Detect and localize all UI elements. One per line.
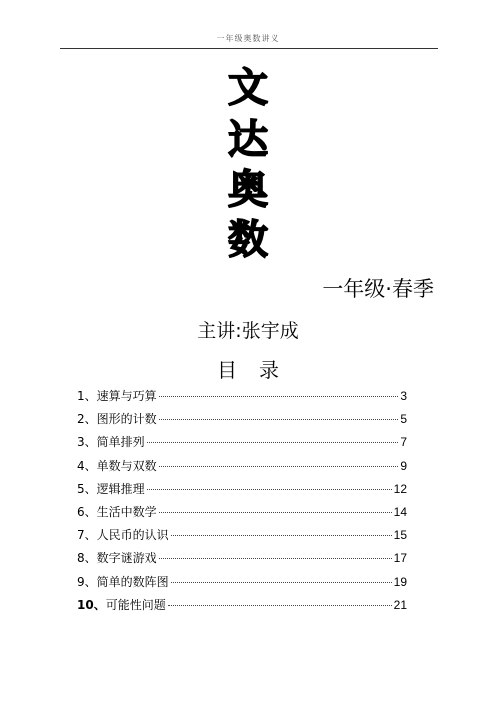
toc-leader-dots (168, 605, 392, 606)
header-rule (60, 48, 438, 49)
toc-item-label: 逻辑推理 (96, 481, 145, 496)
toc-item[interactable] (77, 527, 407, 550)
toc-item[interactable] (77, 481, 407, 504)
toc-item-label: 数字谜游戏 (96, 551, 157, 566)
toc-item-page: 12 (393, 481, 407, 496)
toc-item-page: 14 (393, 504, 407, 519)
toc-leader-dots (159, 512, 392, 513)
toc-title: 目录 (217, 358, 301, 382)
toc-item[interactable] (77, 597, 407, 620)
toc-item-number: 5、 (77, 481, 97, 496)
toc-item-page: 19 (393, 574, 407, 589)
toc-leader-dots (159, 466, 399, 467)
toc-item-page: 7 (400, 435, 407, 450)
toc-item-page: 9 (400, 458, 407, 473)
toc-item-page: 5 (400, 412, 407, 427)
lecturer: 主讲:张宇成 (197, 320, 299, 342)
grade-season: 一年级·春季 (322, 277, 434, 301)
table-of-contents (77, 388, 407, 620)
toc-leader-dots (159, 558, 392, 559)
toc-item-number: 1、 (77, 389, 97, 403)
toc-leader-dots (147, 489, 392, 490)
toc-leader-dots (147, 442, 399, 443)
toc-item[interactable] (77, 458, 407, 481)
toc-item-page: 3 (400, 389, 407, 403)
title-char-2: 达 (228, 117, 268, 163)
toc-item-label: 简单的数阵图 (96, 574, 169, 589)
toc-item[interactable] (77, 550, 407, 573)
page-header: 一年级奥数讲义 (216, 34, 280, 43)
toc-item-number: 6、 (77, 504, 97, 519)
toc-item-number: 10、 (77, 597, 106, 612)
toc-item-label: 简单排列 (96, 435, 145, 450)
toc-item[interactable] (77, 504, 407, 527)
title-char-3: 奥 (228, 167, 268, 213)
toc-item[interactable] (77, 411, 407, 434)
toc-item-page: 17 (393, 551, 407, 566)
toc-item[interactable] (77, 388, 407, 411)
toc-item-label: 单数与双数 (96, 458, 157, 473)
title-char-1: 文 (228, 65, 268, 111)
toc-item-page: 21 (393, 597, 407, 612)
toc-leader-dots (171, 535, 392, 536)
toc-item-label: 人民币的认识 (96, 528, 169, 543)
toc-item-label: 速算与巧算 (96, 389, 157, 403)
toc-item-label: 图形的计数 (96, 412, 157, 427)
toc-item[interactable] (77, 434, 407, 457)
toc-item-number: 2、 (77, 412, 97, 427)
title-char-4: 数 (228, 217, 268, 263)
toc-item-label: 生活中数学 (96, 504, 157, 519)
toc-item-label: 可能性问题 (105, 597, 166, 612)
toc-leader-dots (171, 582, 392, 583)
toc-leader-dots (159, 396, 399, 397)
toc-item-number: 7、 (77, 528, 97, 543)
toc-item-number: 3、 (77, 435, 97, 450)
toc-leader-dots (159, 419, 399, 420)
toc-item-number: 4、 (77, 458, 97, 473)
toc-item-number: 8、 (77, 551, 97, 566)
toc-item-page: 15 (393, 528, 407, 543)
toc-item-number: 9、 (77, 574, 97, 589)
toc-item[interactable] (77, 574, 407, 597)
